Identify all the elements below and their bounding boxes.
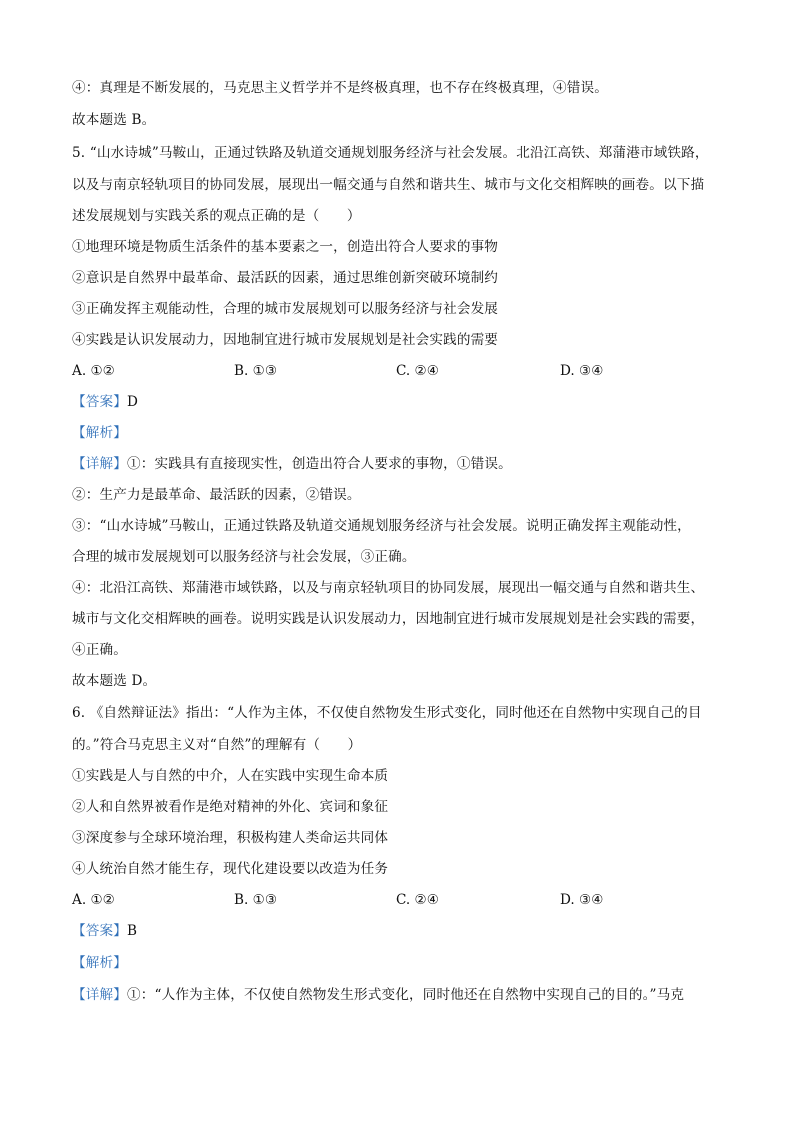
q5-detail-line-4: 合理的城市发展规划可以服务经济与社会发展，③正确。	[72, 549, 416, 565]
q6-option-c: C. ②④	[396, 892, 439, 908]
q5-answer	[72, 392, 732, 412]
q6-statement-3: ③深度参与全球环境治理，积极构建人类命运共同体	[72, 830, 389, 846]
q5-detail-line-6: 城市与文化交相辉映的画卷。说明实践是认识发展动力，因地制宜进行城市发展规划是社会实践的需要，	[72, 611, 705, 627]
q5-answer-value: D	[126, 394, 139, 410]
q5-stem-line-1: 5. “山水诗城”马鞍山，正通过铁路及轨道交通规划服务经济与社会发展。北沿江高铁、郑蒲港市域铁路，	[72, 145, 709, 161]
q5-detail-line-3: ③：“山水诗城”马鞍山，正通过铁路及轨道交通规划服务经济与社会发展。说明正确发挥主观能动性，	[72, 518, 691, 534]
q6-detail-line-1	[72, 985, 732, 1005]
q5-statement-4: ④实践是认识发展动力，因地制宜进行城市发展规划是社会实践的需要	[72, 332, 499, 348]
q5-detail-text-1: ①：实践具有直接现实性，创造出符合人要求的事物，①错误。	[126, 456, 512, 472]
q6-stem-line-1: 6. 《自然辩证法》指出：“人作为主体，不仅使自然物发生形式变化，同时他还在自然物中实现自己的目	[72, 705, 702, 721]
q5-options	[72, 361, 732, 381]
q5-option-b: B. ①③	[234, 363, 278, 379]
detail-tag: 【详解】	[72, 456, 127, 472]
analysis-tag: 【解析】	[72, 955, 127, 971]
q5-detail-line-5: ④：北沿江高铁、郑蒲港市域铁路，以及与南京轻轨项目的协同发展，展现出一幅交通与自然和谐共生、	[72, 580, 705, 596]
q5-analysis-heading	[72, 423, 732, 443]
q5-option-c: C. ②④	[396, 363, 439, 379]
q6-statement-1: ①实践是人与自然的中介，人在实践中实现生命本质	[72, 768, 389, 784]
prev-conclusion: 故本题选 B。	[72, 112, 156, 128]
q5-conclusion: 故本题选 D。	[72, 673, 157, 689]
q5-stem-line-2: 以及与南京轻轨项目的协同发展，展现出一幅交通与自然和谐共生、城市与文化交相辉映的画卷。以下描	[72, 177, 705, 193]
q5-option-a: A. ①②	[72, 363, 115, 379]
q5-statement-2: ②意识是自然界中最革命、最活跃的因素，通过思维创新突破环境制约	[72, 270, 499, 286]
q6-detail-text-1: ①：“人作为主体，不仅使自然物发生形式变化，同时他还在自然物中实现自己的目的。”马克	[126, 987, 685, 1003]
q5-statement-1: ①地理环境是物质生活条件的基本要素之一，创造出符合人要求的事物	[72, 239, 499, 255]
q5-statement-3: ③正确发挥主观能动性，合理的城市发展规划可以服务经济与社会发展	[72, 301, 499, 317]
prev-analysis-line: ④：真理是不断发展的，马克思主义哲学并不是终极真理，也不存在终极真理，④错误。	[72, 80, 609, 96]
answer-tag: 【答案】	[72, 394, 127, 410]
q5-detail-line-7: ④正确。	[72, 642, 127, 658]
q6-analysis-heading	[72, 953, 732, 973]
q6-options	[72, 890, 732, 910]
q6-stem-line-2: 的。”符合马克思主义对“自然”的理解有（ ）	[72, 737, 362, 753]
answer-tag: 【答案】	[72, 923, 127, 939]
q6-answer-value: B	[126, 923, 138, 939]
q6-answer	[72, 921, 732, 941]
q5-detail-line-2: ②：生产力是最革命、最活跃的因素，②错误。	[72, 487, 361, 503]
q6-statement-4: ④人统治自然才能生存，现代化建设要以改造为任务	[72, 861, 389, 877]
q6-statement-2: ②人和自然界被看作是绝对精神的外化、宾词和象征	[72, 799, 389, 815]
q5-stem-line-3: 述发展规划与实践关系的观点正确的是（ ）	[72, 208, 361, 224]
q5-option-d: D. ③④	[560, 363, 604, 379]
analysis-tag: 【解析】	[72, 425, 127, 441]
q6-option-a: A. ①②	[72, 892, 115, 908]
q6-option-b: B. ①③	[234, 892, 278, 908]
q5-detail-line-1	[72, 454, 732, 474]
q6-option-d: D. ③④	[560, 892, 604, 908]
detail-tag: 【详解】	[72, 987, 127, 1003]
